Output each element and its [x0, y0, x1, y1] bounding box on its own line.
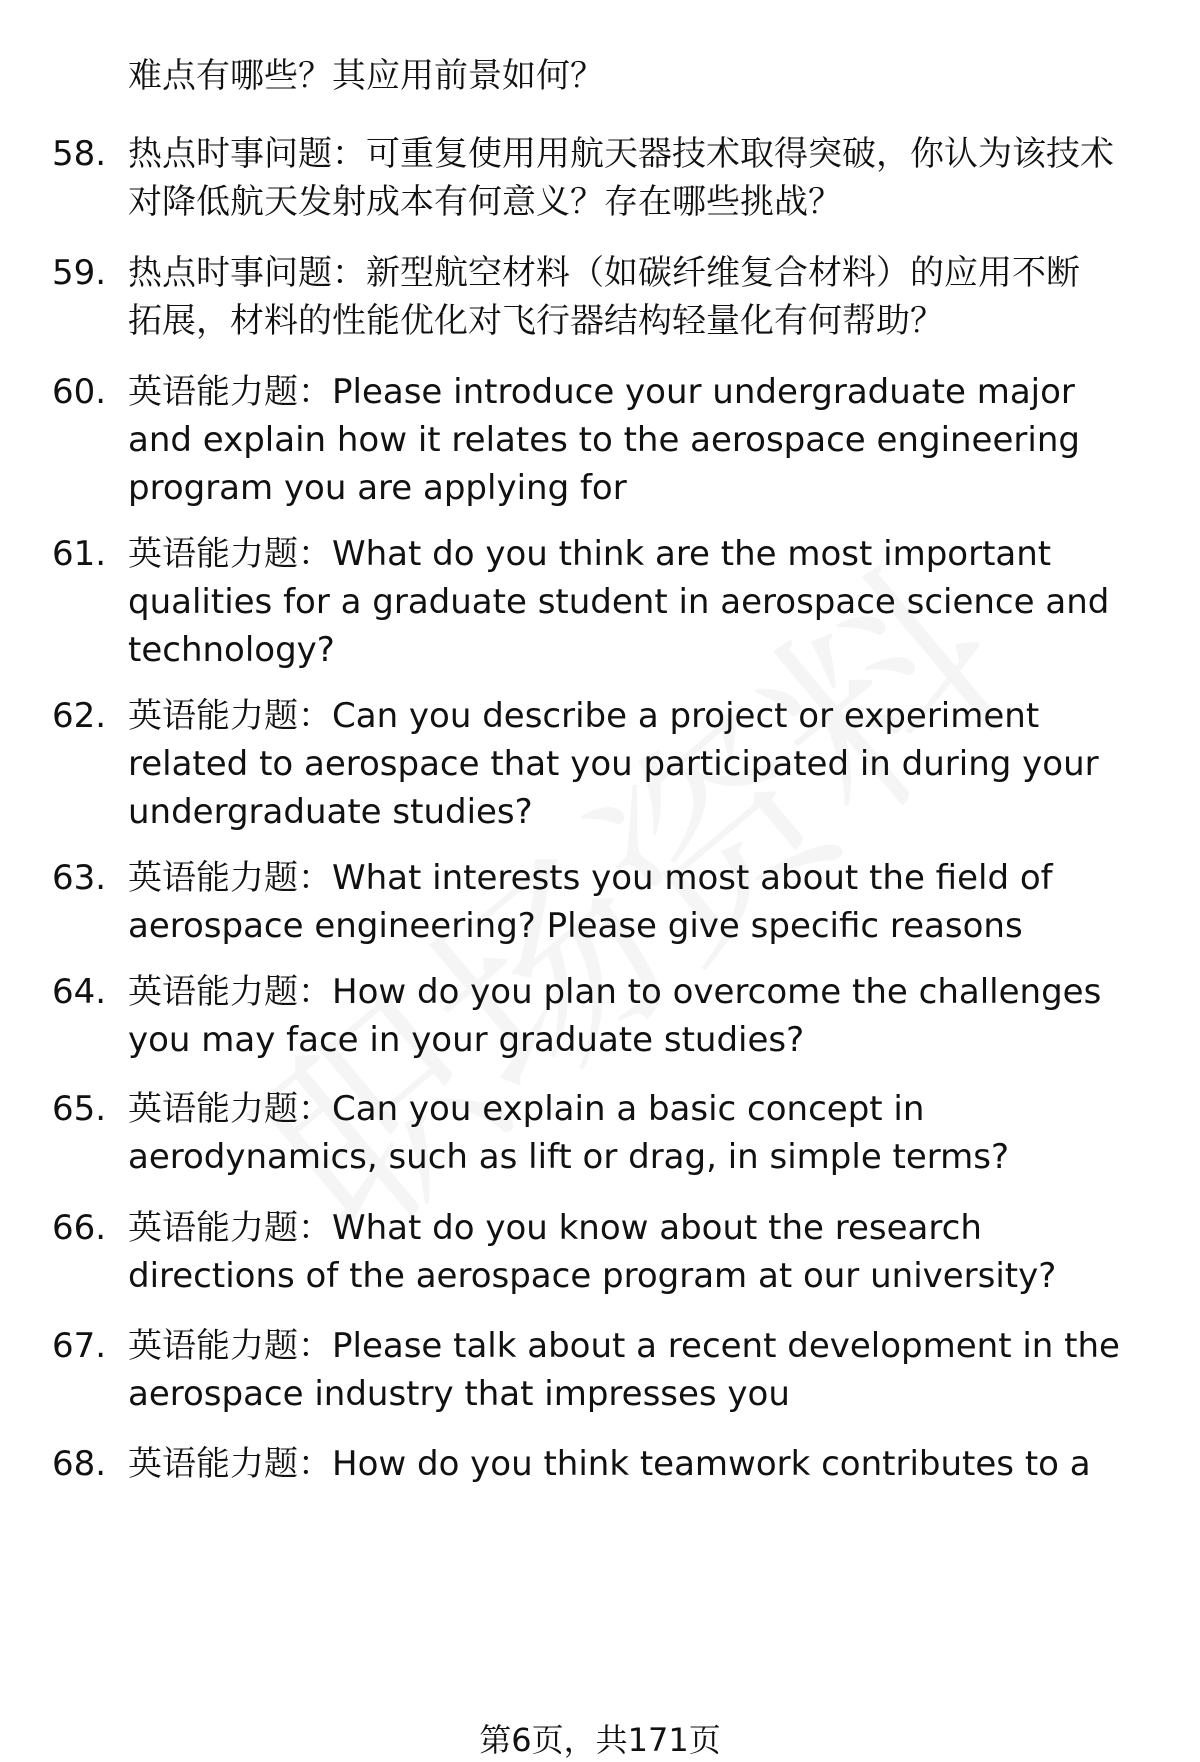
question-number: 63. [52, 858, 107, 898]
question-line: 热点时事问题：新型航空材料（如碳纤维复合材料）的应用不断 [128, 253, 1080, 293]
page-footer: 第6页，共171页 [479, 1721, 721, 1759]
question-line: related to aerospace that you participated in during your [128, 744, 1099, 784]
question-line: 英语能力题：What interests you most about the field of [128, 858, 1053, 898]
question-text [128, 1440, 1140, 1488]
question-line: aerospace engineering? Please give specific reasons [128, 906, 1023, 946]
question-line: 英语能力题：What do you know about the research [128, 1208, 982, 1248]
question-number: 62. [52, 696, 107, 736]
question-number: 66. [52, 1208, 107, 1248]
question-number: 61. [52, 534, 107, 574]
question-line: undergraduate studies? [128, 792, 533, 832]
question-line: directions of the aerospace program at our university? [128, 1256, 1057, 1296]
question-line: 英语能力题：Please talk about a recent development in the [128, 1326, 1120, 1366]
question-line: 英语能力题：How do you think teamwork contributes to a [128, 1444, 1091, 1484]
question-line: qualities for a graduate student in aerospace science and [128, 582, 1110, 622]
question-line: 对降低航天发射成本有何意义？存在哪些挑战？ [128, 182, 842, 222]
question-number: 60. [52, 372, 107, 412]
question-line: 英语能力题：What do you think are the most important [128, 534, 1052, 574]
question-line: 热点时事问题：可重复使用用航天器技术取得突破，你认为该技术 [128, 134, 1114, 174]
continuation-line: 难点有哪些？其应用前景如何？ [128, 56, 604, 96]
question-text [128, 249, 1140, 345]
question-number: 58. [52, 134, 107, 174]
question-number: 68. [52, 1444, 107, 1484]
question-line: program you are applying for [128, 468, 627, 508]
question-line: aerospace industry that impresses you [128, 1374, 790, 1414]
question-number: 64. [52, 972, 107, 1012]
question-line: technology? [128, 630, 335, 670]
question-text [128, 1085, 1140, 1181]
question-text [128, 854, 1140, 950]
question-text [128, 692, 1140, 836]
question-number: 65. [52, 1089, 107, 1129]
question-text [128, 1322, 1140, 1418]
question-text [128, 130, 1140, 226]
question-line: 英语能力题：Can you describe a project or experiment [128, 696, 1040, 736]
question-line: 英语能力题：How do you plan to overcome the challenges [128, 972, 1102, 1012]
question-number: 67. [52, 1326, 107, 1366]
question-text [128, 368, 1140, 512]
question-line: aerodynamics, such as lift or drag, in simple terms? [128, 1137, 1010, 1177]
question-line: and explain how it relates to the aerospace engineering [128, 420, 1080, 460]
question-text [128, 530, 1140, 674]
question-text [128, 1204, 1140, 1300]
question-line: 英语能力题：Please introduce your undergraduate major [128, 372, 1075, 412]
question-line: you may face in your graduate studies? [128, 1020, 805, 1060]
question-line: 英语能力题：Can you explain a basic concept in [128, 1089, 925, 1129]
question-line: 拓展，材料的性能优化对飞行器结构轻量化有何帮助？ [128, 301, 944, 341]
question-number: 59. [52, 253, 107, 293]
question-text [128, 968, 1140, 1064]
